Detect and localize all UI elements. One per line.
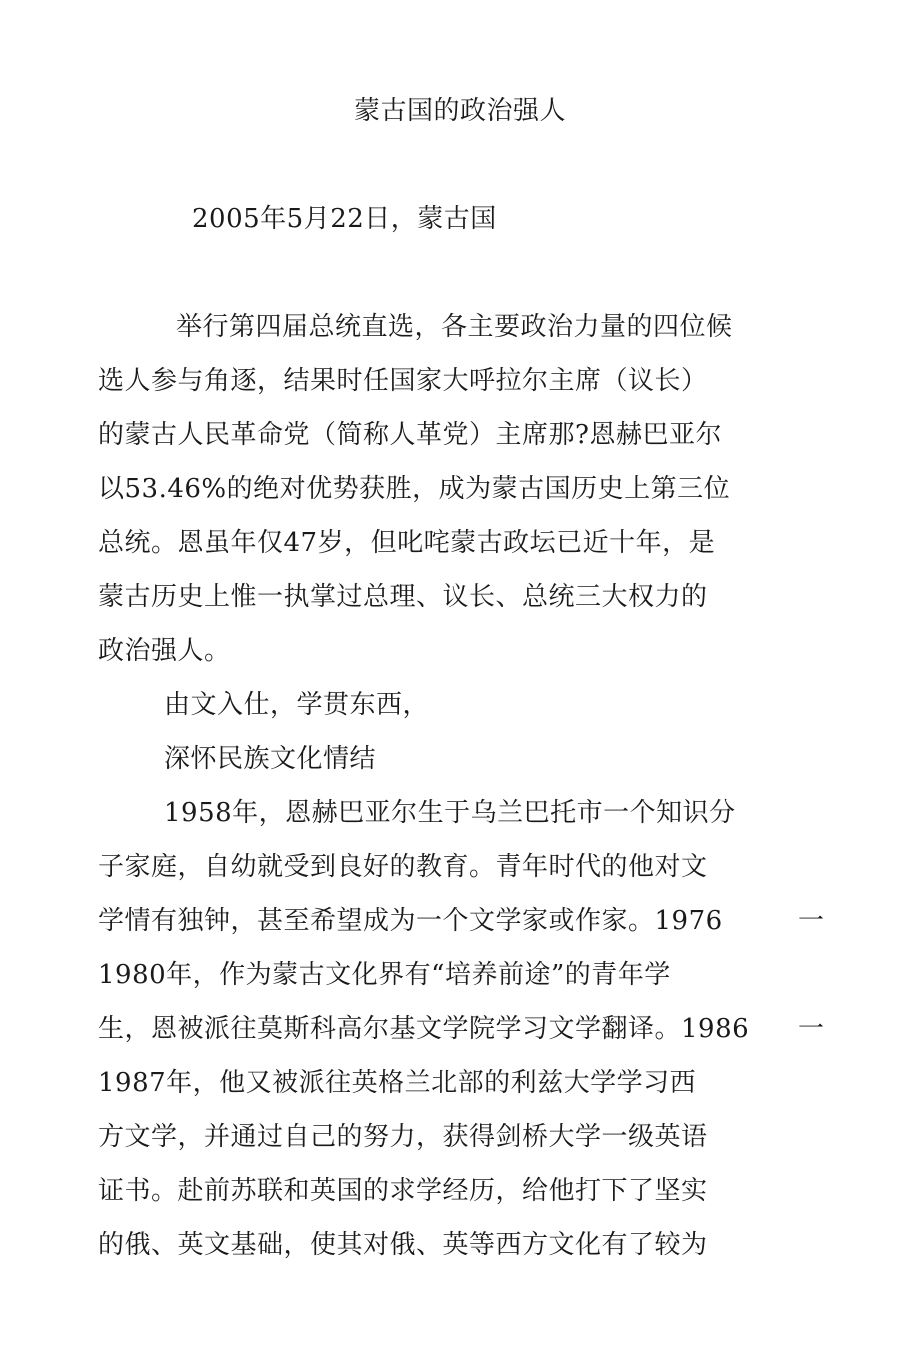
paragraph-line: 1987年，他又被派往英格兰北部的利兹大学学习西	[98, 1068, 697, 1098]
section-subheading: 深怀民族文化情结	[164, 744, 377, 774]
paragraph-line: 举行第四届总统直选，各主要政治力量的四位候	[176, 312, 733, 342]
paragraph-line: 的俄、英文基础，使其对俄、英等西方文化有了较为	[98, 1230, 708, 1260]
paragraph-line: 生，恩被派往莫斯科高尔基文学院学习文学翻译。1986	[98, 1014, 750, 1044]
paragraph-line: 蒙古历史上惟一执掌过总理、议长、总统三大权力的	[98, 582, 708, 612]
paragraph-line: 方文学，并通过自己的努力，获得剑桥大学一级英语	[98, 1122, 708, 1152]
section-subheading: 由文入仕，学贯东西，	[164, 690, 430, 720]
paragraph-line: 政治强人。	[98, 636, 231, 666]
paragraph-line: 以53.46%的绝对优势获胜，成为蒙古国历史上第三位	[98, 474, 731, 504]
paragraph-line: 学情有独钟，甚至希望成为一个文学家或作家。1976	[98, 906, 723, 936]
paragraph-line: 1980年，作为蒙古文化界有“培养前途”的青年学	[98, 960, 671, 990]
range-dash: 一	[798, 1014, 825, 1044]
paragraph-line: 总统。恩虽年仅47岁，但叱咤蒙古政坛已近十年，是	[98, 528, 716, 558]
range-dash: 一	[798, 906, 825, 936]
paragraph-line: 子家庭，自幼就受到良好的教育。青年时代的他对文	[98, 852, 708, 882]
paragraph-line: 的蒙古人民革命党（简称人革党）主席那?恩赫巴亚尔	[98, 420, 722, 450]
paragraph-line: 选人参与角逐，结果时任国家大呼拉尔主席（议长）	[98, 366, 708, 396]
dateline: 2005年5月22日，蒙古国	[192, 204, 497, 234]
paragraph-line: 1958年，恩赫巴亚尔生于乌兰巴托市一个知识分	[164, 798, 736, 828]
document-title: 蒙古国的政治强人	[353, 96, 566, 126]
paragraph-line: 证书。赴前苏联和英国的求学经历，给他打下了坚实	[98, 1176, 708, 1206]
